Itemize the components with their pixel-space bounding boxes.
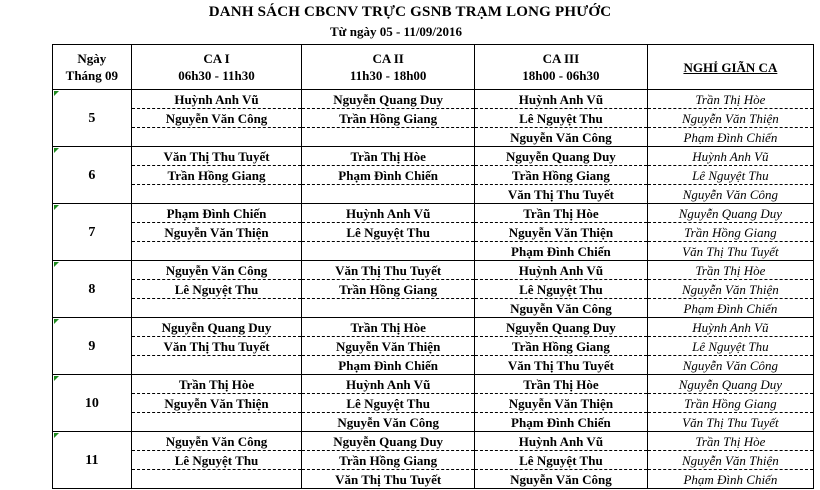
off-cell: Văn Thị Thu Tuyết	[647, 413, 813, 432]
ca2-cell: Văn Thị Thu Tuyết	[302, 261, 475, 280]
off-cell: Nguyễn Văn Công	[647, 356, 813, 375]
ca2-cell: Nguyễn Văn Công	[302, 413, 475, 432]
ca2-cell	[302, 185, 475, 204]
ca3-cell: Nguyễn Văn Công	[475, 128, 648, 147]
comment-marker-icon	[54, 262, 59, 267]
off-cell: Nguyễn Quang Duy	[647, 375, 813, 394]
ca2-cell: Trần Thị Hòe	[302, 318, 475, 337]
off-cell: Lê Nguyệt Thu	[647, 337, 813, 356]
ca3-cell: Huỳnh Anh Vũ	[475, 432, 648, 451]
ca1-cell	[131, 185, 302, 204]
ca2-cell	[302, 242, 475, 261]
off-cell: Văn Thị Thu Tuyết	[647, 242, 813, 261]
comment-marker-icon	[54, 91, 59, 96]
ca3-cell: Huỳnh Anh Vũ	[475, 261, 648, 280]
ca3-cell: Trần Thị Hòe	[475, 204, 648, 223]
ca2-cell: Nguyễn Quang Duy	[302, 432, 475, 451]
date-range: Từ ngày 05 - 11/09/2016	[330, 24, 463, 39]
off-cell: Nguyễn Văn Thiện	[647, 280, 813, 299]
header-ca3-time: 18h00 - 06h30	[522, 68, 600, 83]
table-row	[53, 451, 814, 470]
day-number: 9	[88, 338, 96, 354]
ca2-cell: Nguyễn Văn Thiện	[302, 337, 475, 356]
table-row	[53, 147, 814, 166]
ca1-cell: Nguyễn Quang Duy	[131, 318, 302, 337]
ca1-cell: Lê Nguyệt Thu	[131, 280, 302, 299]
ca2-cell: Huỳnh Anh Vũ	[302, 375, 475, 394]
table-row	[53, 375, 814, 394]
ca3-cell: Lê Nguyệt Thu	[475, 280, 648, 299]
ca1-cell	[131, 128, 302, 147]
ca2-cell: Trần Hồng Giang	[302, 280, 475, 299]
day-number: 6	[88, 167, 96, 183]
off-cell: Lê Nguyệt Thu	[647, 166, 813, 185]
page-title: DANH SÁCH CBCNV TRỰC GSNB TRẠM LONG PHƯỚC	[208, 4, 612, 20]
ca1-cell: Nguyễn Văn Công	[131, 261, 302, 280]
day-number: 11	[85, 452, 99, 468]
ca2-cell	[302, 299, 475, 318]
header-off	[647, 45, 813, 90]
ca3-cell: Văn Thị Thu Tuyết	[475, 185, 648, 204]
ca3-cell: Trần Thị Hòe	[475, 375, 648, 394]
off-cell: Nguyễn Văn Thiện	[647, 451, 813, 470]
off-cell: Phạm Đình Chiến	[647, 299, 813, 318]
table-row	[53, 299, 814, 318]
table-row	[53, 90, 814, 109]
ca3-cell: Phạm Đình Chiến	[475, 413, 648, 432]
table-row	[53, 413, 814, 432]
comment-marker-icon	[54, 148, 59, 153]
ca2-cell: Lê Nguyệt Thu	[302, 394, 475, 413]
table-row	[53, 204, 814, 223]
ca3-cell: Nguyễn Quang Duy	[475, 147, 648, 166]
off-cell: Trần Thị Hòe	[647, 432, 813, 451]
ca2-cell: Trần Thị Hòe	[302, 147, 475, 166]
ca2-cell: Lê Nguyệt Thu	[302, 223, 475, 242]
table-row	[53, 166, 814, 185]
comment-marker-icon	[54, 319, 59, 324]
header-day-label: Ngày	[77, 51, 107, 66]
header-ca2	[302, 45, 475, 90]
ca3-cell: Nguyễn Quang Duy	[475, 318, 648, 337]
day-number: 8	[88, 281, 96, 297]
table-row	[53, 128, 814, 147]
ca1-cell: Huỳnh Anh Vũ	[131, 90, 302, 109]
ca2-cell	[302, 128, 475, 147]
day-number: 7	[88, 224, 96, 240]
ca3-cell: Huỳnh Anh Vũ	[475, 90, 648, 109]
ca3-cell: Nguyễn Văn Công	[475, 299, 648, 318]
header-ca1	[131, 45, 302, 90]
day-number: 5	[88, 110, 96, 126]
ca1-cell: Văn Thị Thu Tuyết	[131, 147, 302, 166]
off-cell: Trần Thị Hòe	[647, 261, 813, 280]
ca3-cell: Nguyễn Văn Thiện	[475, 223, 648, 242]
off-cell: Phạm Đình Chiến	[647, 128, 813, 147]
day-number: 10	[84, 395, 99, 411]
off-cell: Trần Hồng Giang	[647, 223, 813, 242]
ca3-cell: Lê Nguyệt Thu	[475, 451, 648, 470]
day-cell	[53, 204, 132, 261]
off-cell: Huỳnh Anh Vũ	[647, 318, 813, 337]
ca3-cell: Văn Thị Thu Tuyết	[475, 356, 648, 375]
ca2-cell: Trần Hồng Giang	[302, 451, 475, 470]
header-month-label: Tháng 09	[65, 68, 119, 83]
day-cell	[53, 147, 132, 204]
day-cell	[53, 432, 132, 489]
header-ca3-name: CA III	[542, 51, 580, 66]
header-ca1-time: 06h30 - 11h30	[178, 68, 255, 83]
duty-roster-table	[52, 44, 814, 489]
header-row	[53, 45, 814, 90]
ca3-cell: Phạm Đình Chiến	[475, 242, 648, 261]
ca1-cell: Trần Hồng Giang	[131, 166, 302, 185]
table-row	[53, 280, 814, 299]
header-off-label: NGHỈ GIÃN CA	[683, 59, 778, 75]
ca2-cell: Trần Hồng Giang	[302, 109, 475, 128]
day-cell	[53, 261, 132, 318]
day-cell	[53, 375, 132, 432]
comment-marker-icon	[54, 376, 59, 381]
ca1-cell	[131, 356, 302, 375]
ca2-cell: Phạm Đình Chiến	[302, 356, 475, 375]
off-cell: Trần Thị Hòe	[647, 90, 813, 109]
ca2-cell: Phạm Đình Chiến	[302, 166, 475, 185]
table-row	[53, 394, 814, 413]
ca3-cell: Trần Hồng Giang	[475, 337, 648, 356]
ca3-cell: Lê Nguyệt Thu	[475, 109, 648, 128]
ca1-cell: Văn Thị Thu Tuyết	[131, 337, 302, 356]
table-row	[53, 109, 814, 128]
ca1-cell: Nguyễn Văn Thiện	[131, 394, 302, 413]
ca2-cell: Huỳnh Anh Vũ	[302, 204, 475, 223]
table-row	[53, 470, 814, 489]
ca2-cell: Văn Thị Thu Tuyết	[302, 470, 475, 489]
table-row	[53, 337, 814, 356]
table-row	[53, 356, 814, 375]
ca1-cell: Nguyễn Văn Thiện	[131, 223, 302, 242]
ca1-cell: Lê Nguyệt Thu	[131, 451, 302, 470]
ca3-cell: Trần Hồng Giang	[475, 166, 648, 185]
ca1-cell: Nguyễn Văn Công	[131, 432, 302, 451]
ca3-cell: Nguyễn Văn Công	[475, 470, 648, 489]
off-cell: Trần Hồng Giang	[647, 394, 813, 413]
header-day	[53, 45, 132, 90]
table-row	[53, 242, 814, 261]
day-cell	[53, 90, 132, 147]
ca1-cell: Nguyễn Văn Công	[131, 109, 302, 128]
off-cell: Phạm Đình Chiến	[647, 470, 813, 489]
off-cell: Huỳnh Anh Vũ	[647, 147, 813, 166]
table-row	[53, 318, 814, 337]
ca1-cell: Trần Thị Hòe	[131, 375, 302, 394]
off-cell: Nguyễn Văn Công	[647, 185, 813, 204]
header-ca2-time: 11h30 - 18h00	[349, 68, 427, 83]
ca1-cell	[131, 413, 302, 432]
table-row	[53, 261, 814, 280]
comment-marker-icon	[54, 205, 59, 210]
header-ca1-name: CA I	[203, 51, 230, 66]
day-cell	[53, 318, 132, 375]
ca2-cell: Nguyễn Quang Duy	[302, 90, 475, 109]
off-cell: Nguyễn Văn Thiện	[647, 109, 813, 128]
table-row	[53, 185, 814, 204]
off-cell: Nguyễn Quang Duy	[647, 204, 813, 223]
table-row	[53, 432, 814, 451]
roster-body	[53, 90, 814, 489]
comment-marker-icon	[54, 433, 59, 438]
ca1-cell: Phạm Đình Chiến	[131, 204, 302, 223]
ca1-cell	[131, 242, 302, 261]
ca3-cell: Nguyễn Văn Thiện	[475, 394, 648, 413]
header-ca2-name: CA II	[372, 51, 404, 66]
ca1-cell	[131, 299, 302, 318]
table-row	[53, 223, 814, 242]
ca1-cell	[131, 470, 302, 489]
header-ca3	[475, 45, 648, 90]
